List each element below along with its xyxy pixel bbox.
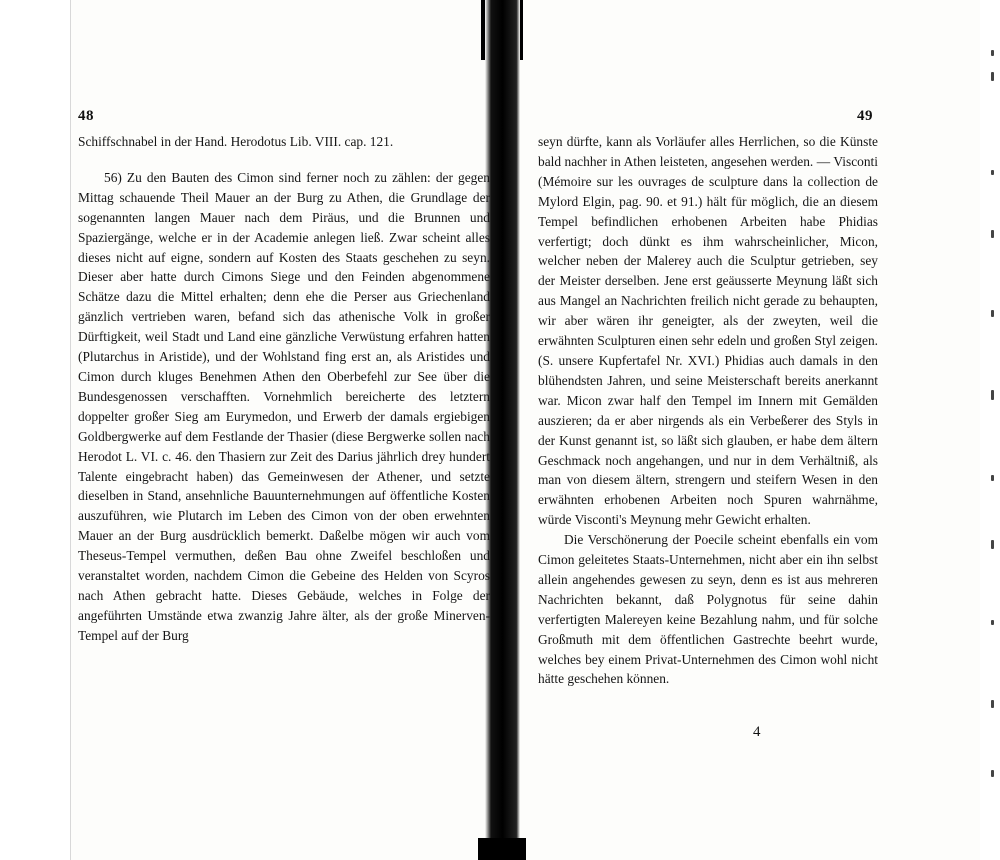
right-page-number: 49	[857, 108, 873, 124]
left-paragraph-1: Schiffschnabel in der Hand. Herodotus Lib. VIII. cap. 121.	[78, 134, 394, 149]
book-gutter	[485, 0, 520, 860]
left-page-text	[78, 132, 490, 646]
right-paragraph-2: Die Verschönerung der Poecile scheint ebenfalls ein vom Cimon geleitetes Staats-Unternehmen, nicht aber ein ihn selbst allein angehendes gewesen zu seyn, denn es ist aus mehreren Nachrichten bekannt, daß Polygnotus für seine dahin verfertigten Malereyen keine Bezahlung nahm, und für solche Großmuth mit dem öffentlichen Gastrechte beehrt wurde, welches bey einem Privat-Unternehmen des Cimon wohl nicht hätte geschehen können.	[538, 532, 878, 687]
page-edge-marks	[978, 20, 1000, 840]
left-paragraph-2: 56) Zu den Bauten des Cimon sind ferner noch zu zählen: der gegen Mittag schauende Theil Mauer an der Burg zu Athen, die Grundlage der sogenannten langen Mauer nach dem Piräus, und die Brunnen und Spaziergänge, welche er in der Academie anlegen ließ. Zwar scheint alles dieses nicht auf eigne, sondern auf Kosten des Staats geschehen zu seyn. Dieser aber hatte durch Cimons Siege und den Feinden abgenommene Schätze dazu die Mittel erhalten; denn ehe die Perser aus Griechenland gänzlich vertrieben waren, befand sich das athenische Volk in großer Dürftigkeit, weil Stadt und Land eine gänzliche Verwüstung erfahren hatten (Plutarchus in Aristide), und der Wohlstand fing erst an, als Aristides und Cimon durch kluges Benehmen Athen den Oberbefehl zur See über die Bundesgenossen verschafften. Vornehmlich bereicherte des letztern doppelter großer Sieg am Eurymedon, und Erwerb der damals ergiebigen Goldbergwerke auf dem Festlande der Thasier (diese Bergwerke sollen nach Herodot L. VI. c. 46. den Thasiern zur Zeit des Darius jährlich drey hundert Talente eingebracht haben) das Gemeinwesen der Athener, und setzte dieselben in Stand, ansehnliche Bauunternehmungen auf öffentliche Kosten auszuführen, wie Plutarch im Leben des Cimon von der oben erwehnten Mauer an der Burg ausdrücklich bemerkt. Daßelbe mögen wir auch vom Theseus-Tempel vermuthen, deßen Bau ohne Zweifel beschloßen und veranstaltet worden, nachdem Cimon die Gebeine des Helden von Scyros nach Athen gebracht hatte. Dieses Gebäude, welches in Folge der angeführten Umstände etwa zwanzig Jahre älter, als der große Minerven-Tempel auf der Burg	[78, 169, 490, 643]
right-page-text	[538, 132, 878, 689]
gutter-shadow-bottom	[478, 838, 526, 860]
right-paragraph-1: seyn dürfte, kann als Vorläufer alles Herrlichen, so die Künste bald nachher in Athen leisteten, angesehen werden. — Visconti (Mémoire sur les ouvrages de sculpture dans la collection de Mylord Elgin, pag. 90. et 91.) hält für möglich, die an diesem Tempel befindlichen erhobenen Arbeiten habe Phidias verfertigt; doch dünkt es ihm wahrscheinlicher, Micon, welcher neben der Malerey auch die Sculptur getrieben, sey der Meister derselben. Jene erst geäusserte Meynung läßt sich aus Mangel an Nachrichten freilich nicht gerade zu behaupten, wir aber wären ihr geneigter, als der zweyten, weil die erwähnten Sculpturen einen sehr edeln und großen Styl zeigen. (S. unsere Kupfertafel Nr. XVI.) Phidias auch damals in den blühendsten Jahren, und seine Meisterschaft bereits anerkannt war. Micon zwar half den Tempel im Innern mit Gemälden auszieren; da er aber nirgends als ein Verbeßerer des Styls in der Kunst genannt ist, so läßt sich glauben, er habe dem ältern Geschmack noch angehangen, und nur in dem Verhältniß, als man von diesem ältern, strengern und steifern Wesen in den erwähnten erhobenen Arbeiten noch Spuren wahrnähme, würde Visconti's Meynung mehr Gewicht erhalten.	[538, 134, 878, 528]
left-page-number: 48	[78, 108, 94, 124]
signature-mark: 4	[753, 724, 761, 740]
